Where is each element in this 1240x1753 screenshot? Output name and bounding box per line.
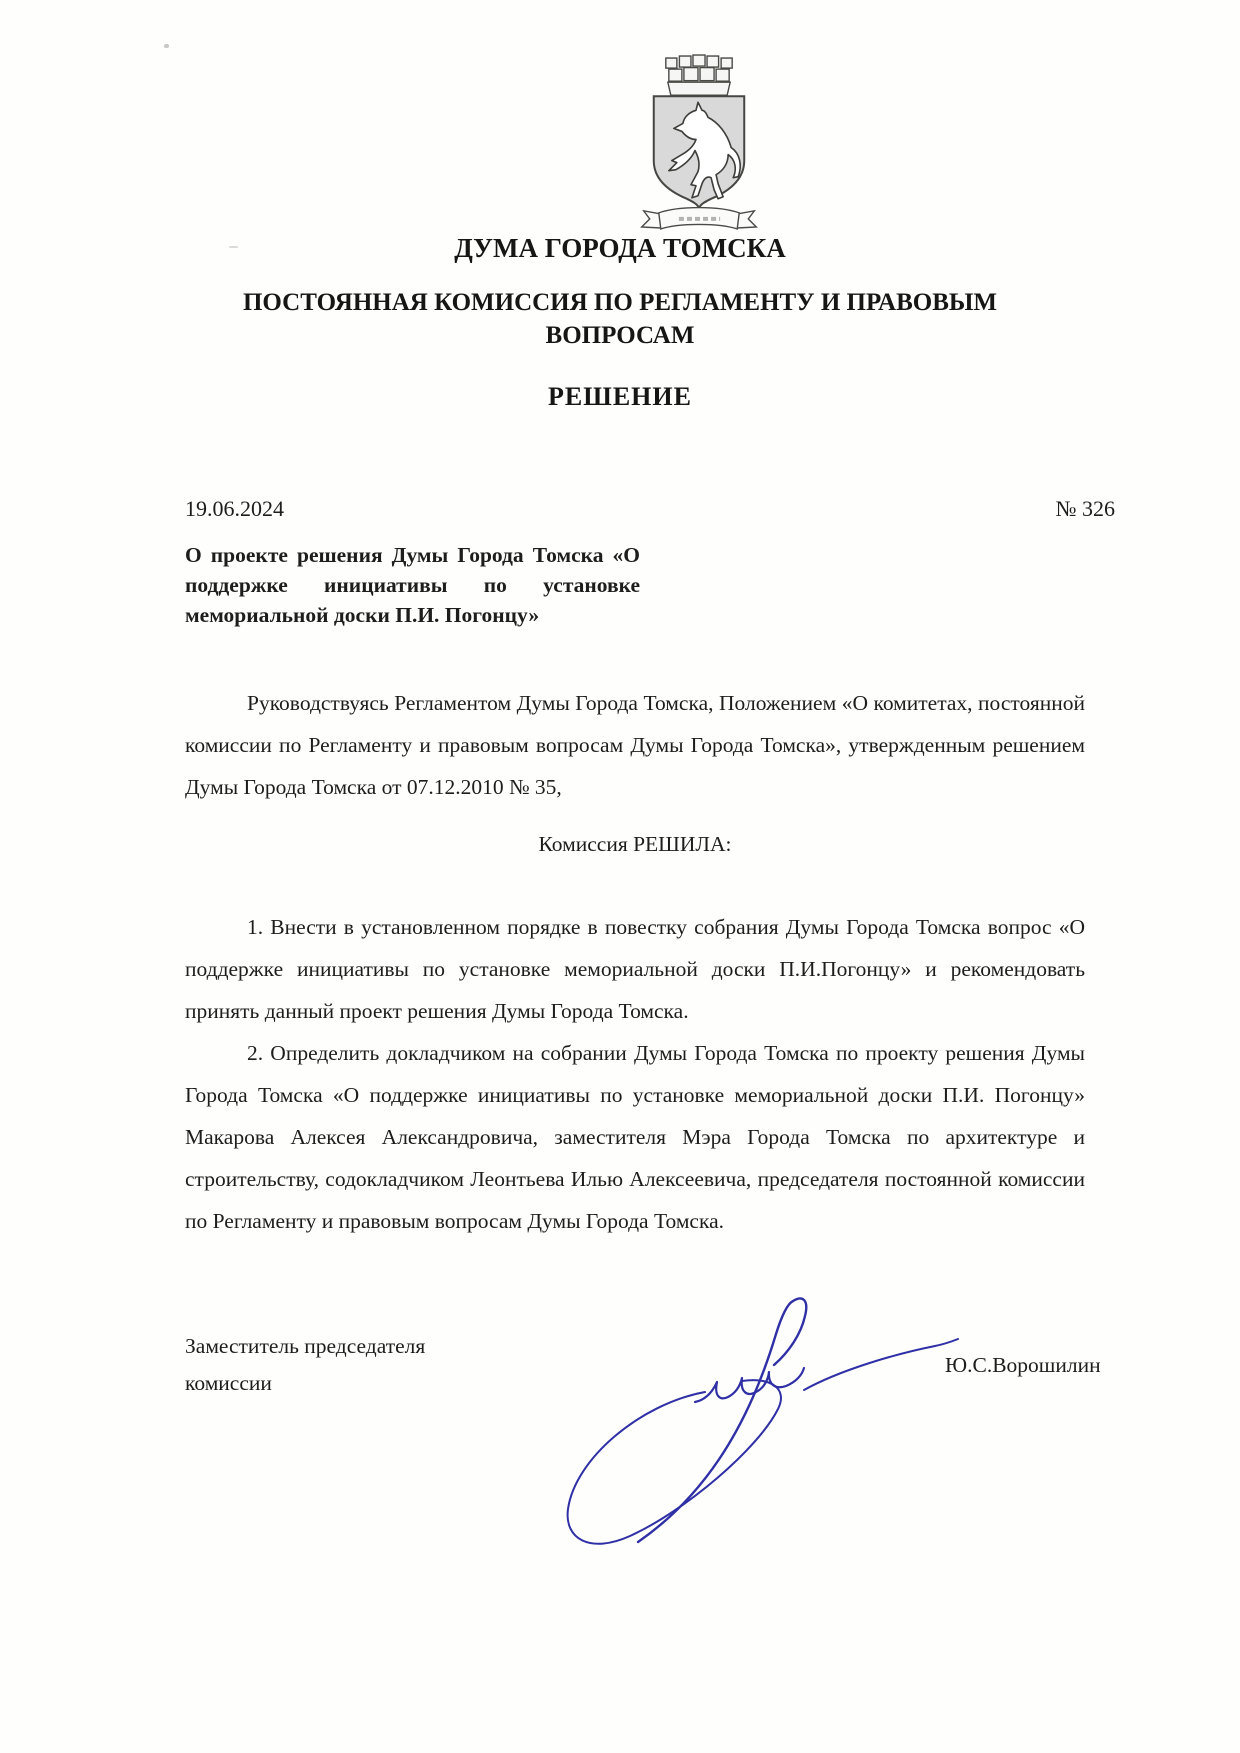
document-type-heading: РЕШЕНИЕ	[548, 382, 692, 411]
date-number-row	[185, 496, 1115, 522]
signer-position: Заместитель председателя комиссии	[185, 1334, 426, 1395]
commission-name: ПОСТОЯННАЯ КОМИССИЯ ПО РЕГЛАМЕНТУ И ПРАВОВЫМ ВОПРОСАМ	[242, 289, 998, 349]
mural-crown-icon	[666, 55, 732, 95]
signature-ascender-stroke	[638, 1299, 806, 1542]
resolution-heading: Комиссия РЕШИЛА:	[538, 832, 732, 856]
preamble-paragraph: Руководствуясь Регламентом Думы Города Томска, Положением «О комитетах, постоянной комиссии по Регламенту и правовым вопросам Думы Города Томска», утвержденным решением Думы Города Томска от 07.12.2010 № 35,	[185, 691, 1085, 799]
signature-squiggle-stroke	[695, 1368, 804, 1402]
resolution-item-1: 1. Внести в установленном порядке в повестку собрания Думы Города Томска вопрос «О поддержке инициативы по установке мемориальной доски П.И.Погонцу» и рекомендовать принять данный проект решения Думы Города Томска.	[185, 915, 1085, 1023]
scan-speck	[229, 246, 238, 248]
tomsk-coat-of-arms-icon	[633, 50, 765, 236]
document-number: № 326	[1055, 496, 1115, 521]
document-date: 19.06.2024	[185, 496, 284, 521]
resolution-item-2: 2. Определить докладчиком на собрании Думы Города Томска по проекту решения Думы Города Томска «О поддержке инициативы по установке мемориальной доски П.И. Погонцу» Макарова Алексея Александровича, заместителя Мэра Города Томска по архитектуре и строительству, содокладчиком Леонтьева Илью Алексеевича, председателя постоянной комиссии по Регламенту и правовым вопросам Думы Города Томска.	[185, 1041, 1085, 1233]
handwritten-signature	[490, 1274, 1010, 1574]
document-subject: О проекте решения Думы Города Томска «О поддержке инициативы по установке мемориальной доски П.И. Погонцу»	[185, 543, 640, 627]
organization-name: ДУМА ГОРОДА ТОМСКА	[454, 233, 786, 263]
scan-speck	[164, 44, 169, 48]
signature-tail-stroke	[804, 1339, 958, 1390]
signer-name: Ю.С.Ворошилин	[945, 1353, 1101, 1377]
